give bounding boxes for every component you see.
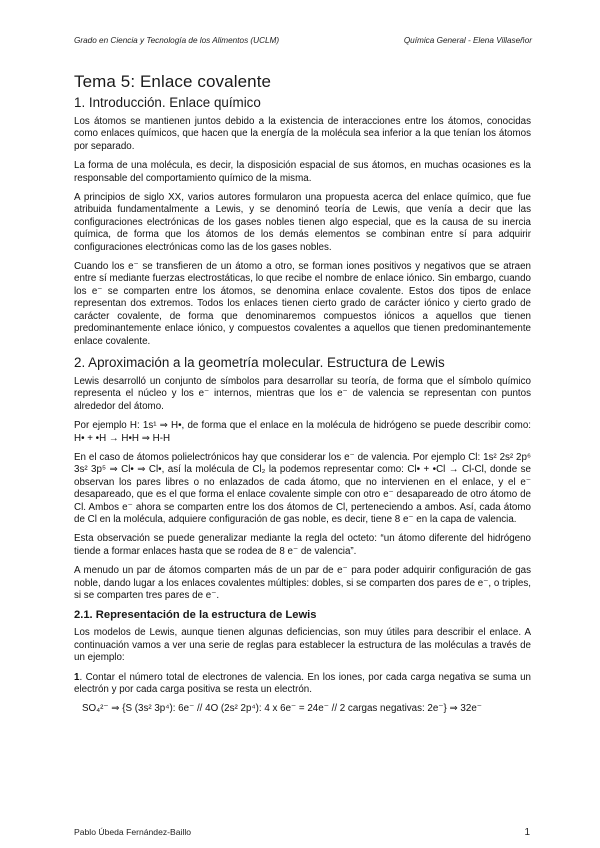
paragraph: Por ejemplo H: 1s¹ ⇒ H•, de forma que el enlace en la molécula de hidrógeno se puede describir como: H• + •H → H•H ⇒ H-H — [74, 420, 531, 444]
paragraph: La forma de una molécula, es decir, la disposición espacial de sus átomos, en muchas ocasiones es la responsable del comportamiento químico de la misma. — [74, 160, 531, 184]
rule-number: 1 — [74, 671, 80, 683]
footer-author: Pablo Úbeda Fernández-Baillo — [74, 827, 192, 837]
header-course: Grado en Ciencia y Tecnología de los Alimentos (UCLM) — [74, 36, 280, 45]
formula-sulfate: SO₄²⁻ ⇒ {S (3s² 3p⁴): 6e⁻ // 4O (2s² 2p⁴): 4 x 6e⁻ = 24e⁻ // 2 cargas negativas: 2e⁻} ⇒ 32e⁻ — [82, 703, 482, 715]
section-1-heading: 1. Introducción. Enlace químico — [74, 95, 261, 110]
page-number: 1 — [524, 827, 530, 838]
paragraph: Los modelos de Lewis, aunque tienen algunas deficiencias, son muy útiles para describir el enlace. A continuación vamos a ver una serie de reglas para establecer la estructura de las moléculas a través de un ejemplo: — [74, 627, 531, 664]
section-2-heading: 2. Aproximación a la geometría molecular. Estructura de Lewis — [74, 354, 445, 370]
header-subject: Química General - Elena Villaseñor — [403, 36, 532, 45]
page-title: Tema 5: Enlace covalente — [74, 72, 272, 91]
rule-1 — [74, 672, 531, 697]
subsection-2-1-heading: 2.1. Representación de la estructura de Lewis — [74, 609, 317, 622]
paragraph: A principios de siglo XX, varios autores formularon una propuesta acerca del enlace químico, que fue atribuida fundamentalmente a Lewis, y se denominó teoría de Lewis, que venía a decir que las configuraciones electrónicas de los gases nobles tienen algo especial, que es la causa de su inercia química, de forma que los átomos de los demás elementos se combinan entre sí para adquirir configuraciones electrónicas como las de los gases nobles. — [74, 192, 531, 253]
rule-text: . Contar el número total de electrones de valencia. En los iones, por cada carga negativa se suma un electrón y por cada carga positiva se resta un electrón. — [74, 671, 531, 696]
paragraph: Los átomos se mantienen juntos debido a la existencia de interacciones entre los átomos, conocidas como enlaces químicos, que hacen que la energía de la molécula sea inferior a la que tenían los átomos por separado. — [74, 116, 531, 152]
paragraph: Lewis desarrolló un conjunto de símbolos para desarrollar su teoría, de forma que el símbolo químico representa el núcleo y los e⁻ internos, mientras que los e⁻ de valencia se representan con puntos alrededor del átomo. — [74, 375, 531, 412]
paragraph: Esta observación se puede generalizar mediante la regla del octeto: “un átomo diferente del hidrógeno tiende a formar enlaces hasta que se rodea de 8 e⁻ de valencia”. — [74, 533, 531, 557]
paragraph: Cuando los e⁻ se transfieren de un átomo a otro, se forman iones positivos y negativos que se atraen entre sí mediante fuerzas electrostáticas, lo que recibe el nombre de enlace iónico. Sin embargo, cuando los e⁻ se comparten entre los átomos, se denomina enlace covalente. Estos dos tipos de enlace representan dos extremos. Todos los enlaces tienen cierto grado de carácter iónico y cierto grado de carácter covalente, de forma que denominaremos compuestos iónicos a aquellos que tienen predominantemente enlace iónico, y compuestos covalentes a aquellos que tienen predominantemente enlace covalente. — [74, 261, 531, 347]
paragraph: En el caso de átomos polielectrónicos hay que considerar los e⁻ de valencia. Por ejemplo Cl: 1s² 2s² 2p⁶ 3s² 3p⁵ ⇒ Cl• ⇒ Cl•, así la molécula de Cl₂ la podemos representar como: Cl• + •Cl → Cl-Cl, donde se observan los pares libres o no enlazados de cada átomo, que no intervienen en el enlace, y el e⁻ desapareado, que es el que forma el enlace covalente simple con otro e⁻ desapareado de otro átomo de Cl. Ambos e⁻ ahora se comparten entre los dos átomos de Cl, perteneciendo a ambos. Así, cada átomo de Cl en la molécula, adquiere configuración de gas noble, es decir, tiene 8 e⁻ en la capa de valencia. — [74, 451, 531, 525]
document-body — [74, 72, 531, 723]
paragraph: A menudo un par de átomos comparten más de un par de e⁻ para poder adquirir configuración de gas noble, dando lugar a los enlaces covalentes múltiples: dobles, si se comparten dos pares de e⁻, o triples, si se comparten tres pares de e⁻. — [74, 565, 531, 601]
